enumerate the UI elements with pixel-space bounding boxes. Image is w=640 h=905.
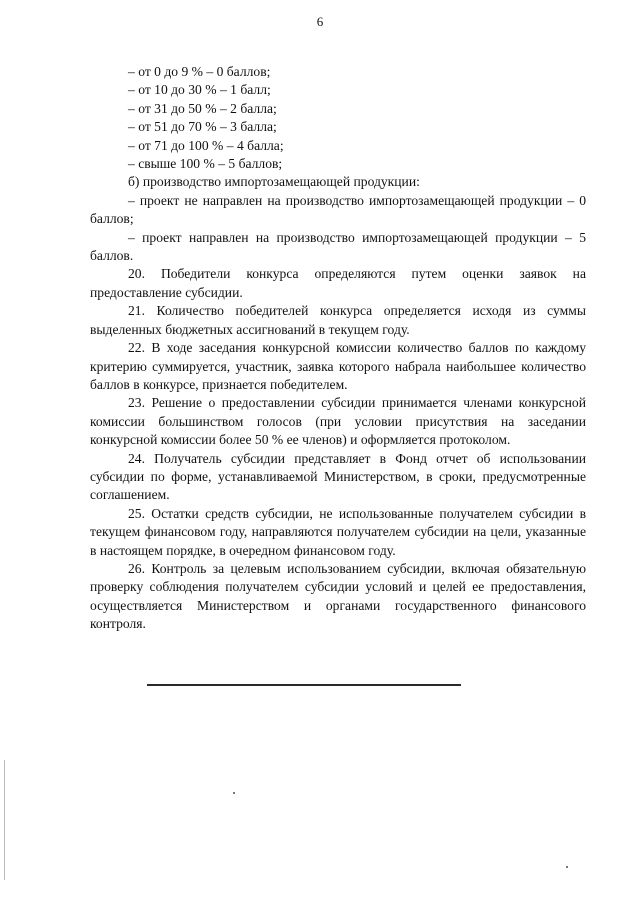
scan-speck	[4, 760, 5, 880]
clause-25: 25. Остатки средств субсидии, не использованные получателем субсидии в текущем финансовом году, направляются получателем субсидии на цели, указанные в настоящем порядке, в очередном финансовом году.	[90, 505, 586, 558]
body-text	[90, 63, 586, 634]
clause-22: 22. В ходе заседания конкурсной комиссии количество баллов по каждому критерию суммируется, участник, заявка которого набрала наибольшее количество баллов в конкурсе, признается победителем.	[90, 340, 586, 392]
clause-23: 23. Решение о предоставлении субсидии принимается членами конкурсной комиссии большинством голосов (при условии присутствия на заседании конкурсной комиссии более 50 % ее членов) и оформляется протоколом.	[90, 395, 586, 448]
scan-speck	[233, 792, 235, 794]
clause-20: 20. Победители конкурса определяются путем оценки заявок на предоставление субсидии.	[90, 266, 586, 300]
score-item-over-100: – свыше 100 % – 5 баллов;	[128, 156, 283, 172]
import-item-not-directed: – проект не направлен на производство импортозамещающей продукции – 0 баллов;	[90, 192, 586, 227]
clause-21: 21. Количество победителей конкурса определяется исходя из суммы выделенных бюджетных ассигнований в текущем году.	[90, 303, 586, 337]
end-separator-line	[147, 684, 461, 686]
score-item-31-50: – от 31 до 50 % – 2 балла;	[128, 100, 277, 116]
score-item-0-9: – от 0 до 9 % – 0 баллов;	[128, 64, 271, 79]
scan-speck	[566, 866, 568, 868]
score-item-71-100: – от 71 до 100 % – 4 балла;	[128, 137, 284, 153]
page-number: 6	[316, 14, 324, 29]
clause-26: 26. Контроль за целевым использованием субсидии, включая обязательную проверку соблюдения получателем субсидии условий и целей ее предоставления, осуществляется Министерством и органами государственного финансового контроля.	[90, 560, 586, 632]
criterion-import-substitution: б) производство импортозамещающей продукции:	[128, 174, 420, 190]
clause-24: 24. Получатель субсидии представляет в Фонд отчет об использовании субсидии по форме, устанавливаемой Министерством, в сроки, предусмотренные соглашением.	[90, 450, 586, 503]
score-item-10-30: – от 10 до 30 % – 1 балл;	[128, 82, 271, 98]
score-item-51-70: – от 51 до 70 % – 3 балла;	[128, 119, 277, 135]
import-item-directed: – проект направлен на производство импортозамещающей продукции – 5 баллов.	[90, 229, 586, 264]
